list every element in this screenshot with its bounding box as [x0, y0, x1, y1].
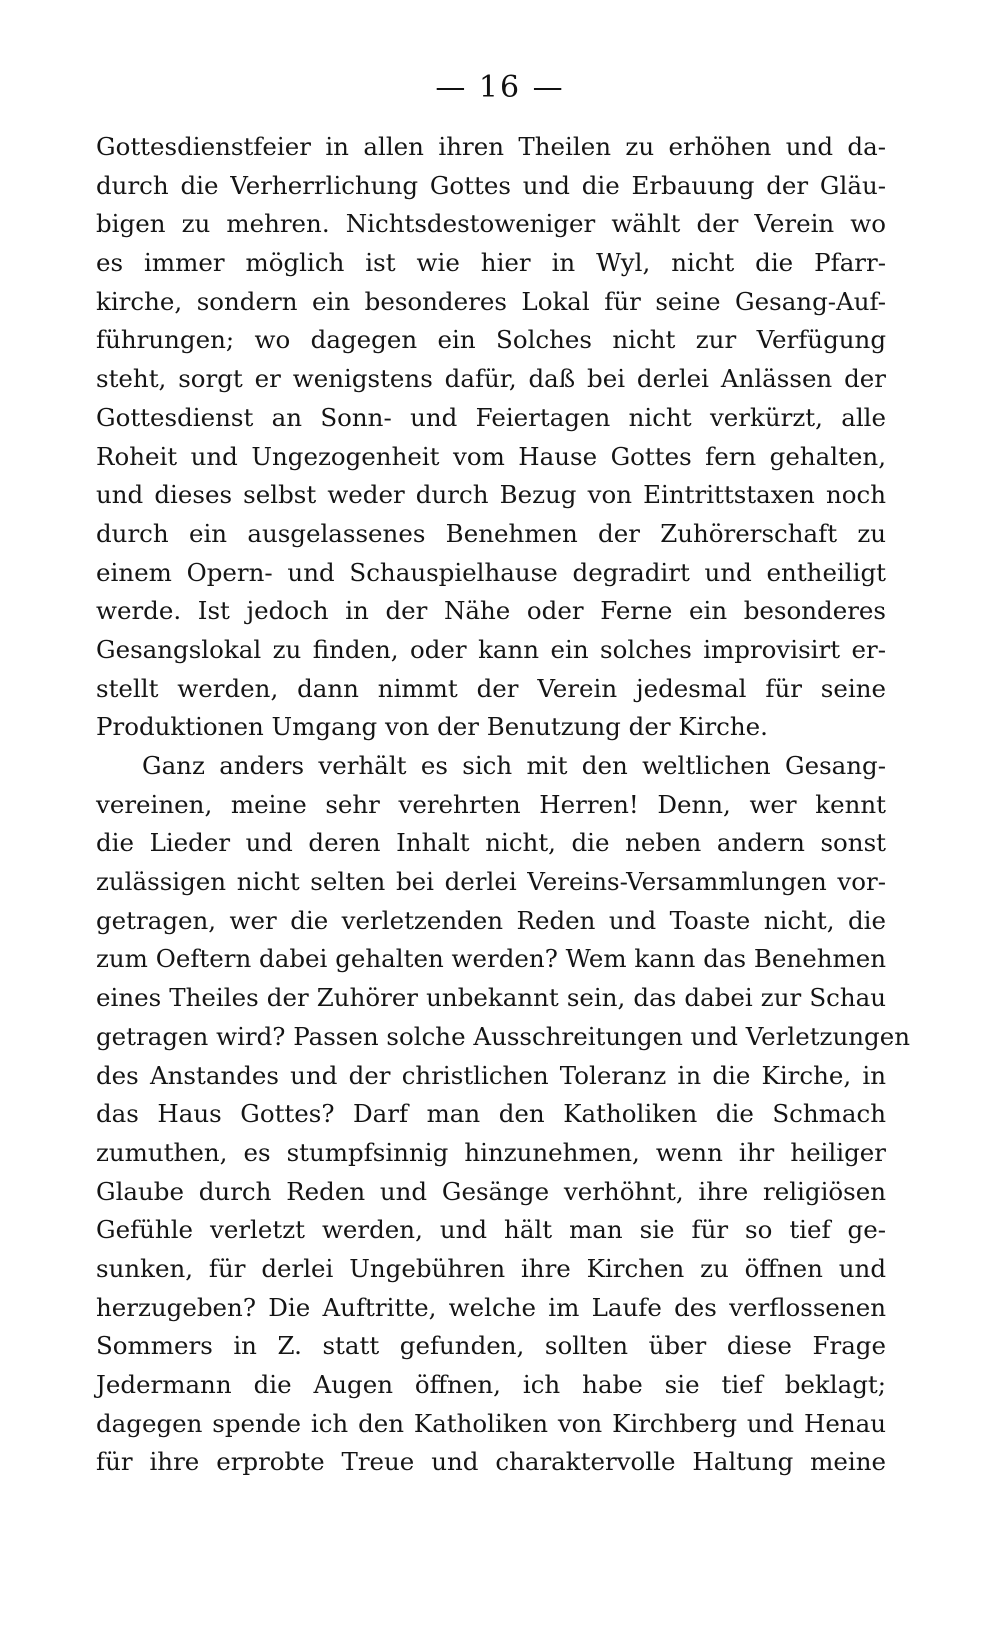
text-line: Produktionen Umgang von der Benutzung der Kirche. [96, 712, 768, 742]
text-line: Jedermann die Augen öffnen, ich habe sie tief beklagt; [96, 1370, 886, 1399]
text-line: zumuthen, es stumpfsinnig hinzunehmen, wenn ihr heiliger [96, 1137, 886, 1167]
text-line: kirche, sondern ein besonderes Lokal für seine Gesang-Auf- [96, 286, 886, 316]
text-line: dagegen spende ich den Katholiken von Kirchberg und Henau [96, 1408, 886, 1438]
text-line: durch ein ausgelassenes Benehmen der Zuhörerschaft zu [96, 518, 886, 548]
text-line: herzugeben? Die Auftritte, welche im Laufe des verflossenen [96, 1292, 886, 1322]
text-line: des Anstandes und der christlichen Toleranz in die Kirche, in [96, 1060, 886, 1090]
text-line: bigen zu mehren. Nichtsdestoweniger wählt der Verein wo [96, 209, 886, 239]
text-line: und dieses selbst weder durch Bezug von Eintrittstaxen noch [96, 480, 886, 510]
text-line: führungen; wo dagegen ein Solches nicht zur Verfügung [96, 325, 886, 355]
text-line: sunken, für derlei Ungebühren ihre Kirchen zu öffnen und [96, 1253, 886, 1283]
text-line: eines Theiles der Zuhörer unbekannt sein, das dabei zur Schau [96, 983, 886, 1013]
text-line: werde. Ist jedoch in der Nähe oder Ferne ein besonderes [96, 596, 886, 626]
text-line: Gottesdienstfeier in allen ihren Theilen zu erhöhen und da- [96, 132, 886, 161]
text-line: die Lieder und deren Inhalt nicht, die neben andern sonst [96, 828, 886, 858]
text-line: stellt werden, dann nimmt der Verein jedesmal für seine [96, 673, 886, 703]
text-line: für ihre erprobte Treue und charaktervolle Haltung meine [96, 1447, 886, 1477]
body-text [96, 128, 910, 1482]
page-number: — 16 — [435, 70, 565, 105]
text-line: einem Opern- und Schauspielhause degradirt und entheiligt [96, 557, 886, 587]
text-line: steht, sorgt er wenigstens dafür, daß bei derlei Anlässen der [96, 364, 886, 394]
text-line: zum Oeftern dabei gehalten werden? Wem kann das Benehmen [96, 944, 886, 974]
text-line: vereinen, meine sehr verehrten Herren! Denn, wer kennt [96, 789, 886, 819]
text-line: das Haus Gottes? Darf man den Katholiken die Schmach [96, 1099, 886, 1129]
text-line: getragen wird? Passen solche Ausschreitungen und Verletzungen [96, 1021, 910, 1051]
text-line: Gottesdienst an Sonn- und Feiertagen nicht verkürzt, alle [96, 402, 886, 432]
text-line: Gefühle verletzt werden, und hält man sie für so tief ge- [96, 1215, 886, 1245]
text-line: zulässigen nicht selten bei derlei Vereins-Versammlungen vor- [96, 867, 886, 897]
text-line: getragen, wer die verletzenden Reden und Toaste nicht, die [96, 905, 886, 935]
text-line: Ganz anders verhält es sich mit den weltlichen Gesang- [142, 751, 886, 780]
text-line: durch die Verherrlichung Gottes und die Erbauung der Gläu- [96, 170, 886, 200]
text-line: Glaube durch Reden und Gesänge verhöhnt, ihre religiösen [96, 1176, 886, 1206]
text-line: Gesangslokal zu finden, oder kann ein solches improvisirt er- [96, 634, 886, 664]
text-line: Sommers in Z. statt gefunden, sollten über diese Frage [96, 1331, 886, 1361]
text-line: Roheit und Ungezogenheit vom Hause Gottes fern gehalten, [96, 441, 886, 471]
text-line: es immer möglich ist wie hier in Wyl, nicht die Pfarr- [96, 248, 886, 278]
